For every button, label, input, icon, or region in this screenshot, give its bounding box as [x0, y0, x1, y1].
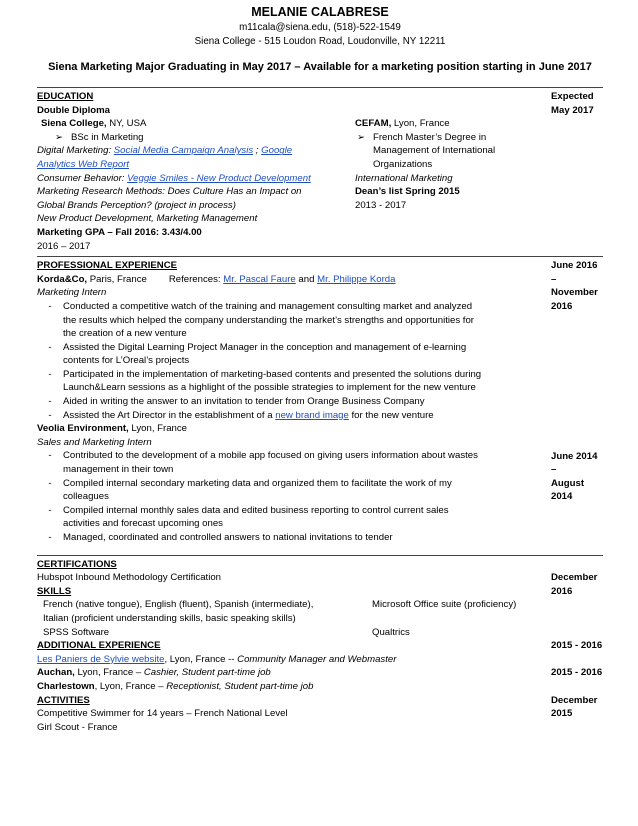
- additional-item: Les Paniers de Sylvie website, Lyon, France -- Community Manager and Webmaster: [37, 653, 397, 665]
- social-media-campaign-link[interactable]: Social Media Campaign Analysis: [113, 145, 254, 157]
- contact-line: m11cala@siena.edu, (518)-522-1549: [239, 22, 401, 33]
- cefam-program: ➢ French Master’s Degree in: [357, 131, 487, 143]
- education-date: Expected May 2017: [551, 91, 594, 116]
- course-digital-marketing-cont: [37, 158, 355, 172]
- skills-row: SPSS Software Qualtrics: [43, 626, 410, 638]
- arrow-bullet-icon: ➢: [357, 131, 366, 143]
- job1-bullet: - Assisted the Digital Learning Project Manager in the conception and management of e-learning contents for L’Oreal’s projects: [48, 341, 467, 367]
- additional-experience-section: [37, 639, 603, 693]
- paniers-de-sylvie-link[interactable]: Les Paniers de Sylvie website: [37, 653, 165, 665]
- additional-item: Charlestown, Lyon, France – Receptionist, Student part-time job: [37, 680, 314, 692]
- activities-date: December 2015: [551, 694, 598, 720]
- google-analytics-link-cont[interactable]: Analytics Web Report: [37, 158, 130, 170]
- activities-section: [37, 694, 603, 735]
- additional-dates: 2015 - 2016 2015 - 2016: [551, 640, 603, 679]
- course-research-methods-cont: Global Brands Perception? (project in process): [37, 199, 236, 211]
- activity-item: Competitive Swimmer for 14 years – French National Level: [37, 708, 288, 720]
- cefam-honor: Dean’s list Spring 2015: [355, 186, 460, 198]
- course-consumer-behavior: Consumer Behavior: Veggie Smiles - New Product Development: [37, 172, 311, 184]
- cefam-years: 2013 - 2017: [355, 199, 407, 211]
- job2-bullet: - Compiled internal monthly sales data and edited business reporting to control current sales activities and forecast upcoming ones: [48, 504, 449, 530]
- section-divider: [37, 555, 603, 556]
- job1-bullet: - Aided in writing the answer to an invitation to tender from Orange Business Company: [48, 396, 425, 408]
- job1-bullet: - Participated in the implementation of marketing-based contents and presented the solutions during Launch&Learn sessions as a highlight of the possible strategies to implement for the new venture: [48, 368, 482, 394]
- address-line: Siena College - 515 Loudon Road, Loudonville, NY 12211: [194, 36, 446, 47]
- job1-bullet: - Assisted the Art Director in the establishment of a new brand image for the new venture: [48, 409, 434, 421]
- certifications-skills-section: [37, 558, 603, 640]
- google-analytics-link[interactable]: Google: [261, 145, 293, 157]
- job1-bullet: - Conducted a competitive watch of the training and management consulting market and analyzed the results which helped the company understanding the market’s strengths and opportunities for the creation of a new venture: [48, 300, 474, 340]
- job1-title: Marketing Intern: [37, 287, 107, 299]
- objective-statement: Siena Marketing Major Graduating in May 2017 – Available for a marketing position starting in June 2017: [48, 61, 592, 73]
- gpa: Marketing GPA – Fall 2016: 3.43/4.00: [37, 226, 202, 238]
- education-section: [37, 90, 603, 253]
- siena-years: 2016 – 2017: [37, 240, 91, 252]
- course-other: New Product Development, Marketing Management: [37, 213, 258, 225]
- arrow-bullet-icon: ➢: [55, 131, 64, 143]
- job2-company: Veolia Environment, Lyon, France: [37, 423, 188, 435]
- new-brand-image-link[interactable]: new brand image: [275, 409, 349, 421]
- additional-item: Auchan, Lyon, France – Cashier, Student part-time job: [37, 667, 271, 679]
- job1-company: Korda&Co, Paris, France References: Mr. Pascal Faure and Mr. Philippe Korda: [37, 273, 396, 285]
- course-research-methods: Marketing Research Methods: Does Culture Has an Impact on: [37, 186, 302, 198]
- job2-bullet: - Contributed to the development of a mobile app focused on giving users information about wastes management in their town: [48, 450, 478, 476]
- degree-type: Double Diploma: [37, 104, 111, 116]
- activity-item: Girl Scout - France: [37, 721, 118, 733]
- certification-item: Hubspot Inbound Methodology Certification: [37, 572, 221, 584]
- skills-row: French (native tongue), English (fluent), Spanish (intermediate), Microsoft Office suite (proficiency): [43, 599, 517, 611]
- skills-heading: SKILLS: [37, 585, 72, 597]
- siena-program: ➢ BSc in Marketing: [55, 131, 144, 143]
- applicant-name: MELANIE CALABRESE: [251, 5, 389, 19]
- siena-column: [37, 117, 355, 253]
- job2-bullet: - Compiled internal secondary marketing data and organized them to facilitate the work of my colleagues: [48, 477, 452, 503]
- experience-section: [37, 259, 603, 544]
- cefam-school: CEFAM, Lyon, France: [355, 118, 450, 130]
- cefam-course: International Marketing: [355, 172, 453, 184]
- education-heading: EDUCATION: [37, 91, 94, 102]
- experience-dates: June 2016 – November 2016 June 2014 – August 2014: [551, 260, 598, 503]
- additional-heading: ADDITIONAL EXPERIENCE: [37, 640, 161, 652]
- job2-bullet: - Managed, coordinated and controlled answers to national invitations to tender: [48, 532, 393, 543]
- reference-pascal-faure-link[interactable]: Mr. Pascal Faure: [223, 273, 296, 285]
- job2-title: Sales and Marketing Intern: [37, 436, 152, 448]
- section-divider: [37, 87, 603, 88]
- cefam-program-cont1: Management of International: [373, 145, 496, 157]
- certifications-heading: CERTIFICATIONS: [37, 558, 117, 570]
- skills-row: Italian (proficient understanding skills, basic speaking skills): [43, 612, 296, 624]
- reference-philippe-korda-link[interactable]: Mr. Philippe Korda: [317, 273, 396, 285]
- cefam-column: [355, 117, 551, 253]
- resume-page: [37, 4, 603, 734]
- siena-school: Siena College, NY, USA: [41, 118, 147, 130]
- certification-date: December 2016: [551, 572, 598, 597]
- experience-heading: PROFESSIONAL EXPERIENCE: [37, 260, 178, 272]
- cefam-program-cont2: Organizations: [373, 158, 433, 170]
- course-digital-marketing: Digital Marketing: Social Media Campaign Analysis ; Google: [37, 145, 293, 157]
- activities-heading: ACTIVITIES: [37, 694, 90, 706]
- section-divider: [37, 256, 603, 257]
- veggie-smiles-link[interactable]: Veggie Smiles - New Product Development: [127, 172, 311, 184]
